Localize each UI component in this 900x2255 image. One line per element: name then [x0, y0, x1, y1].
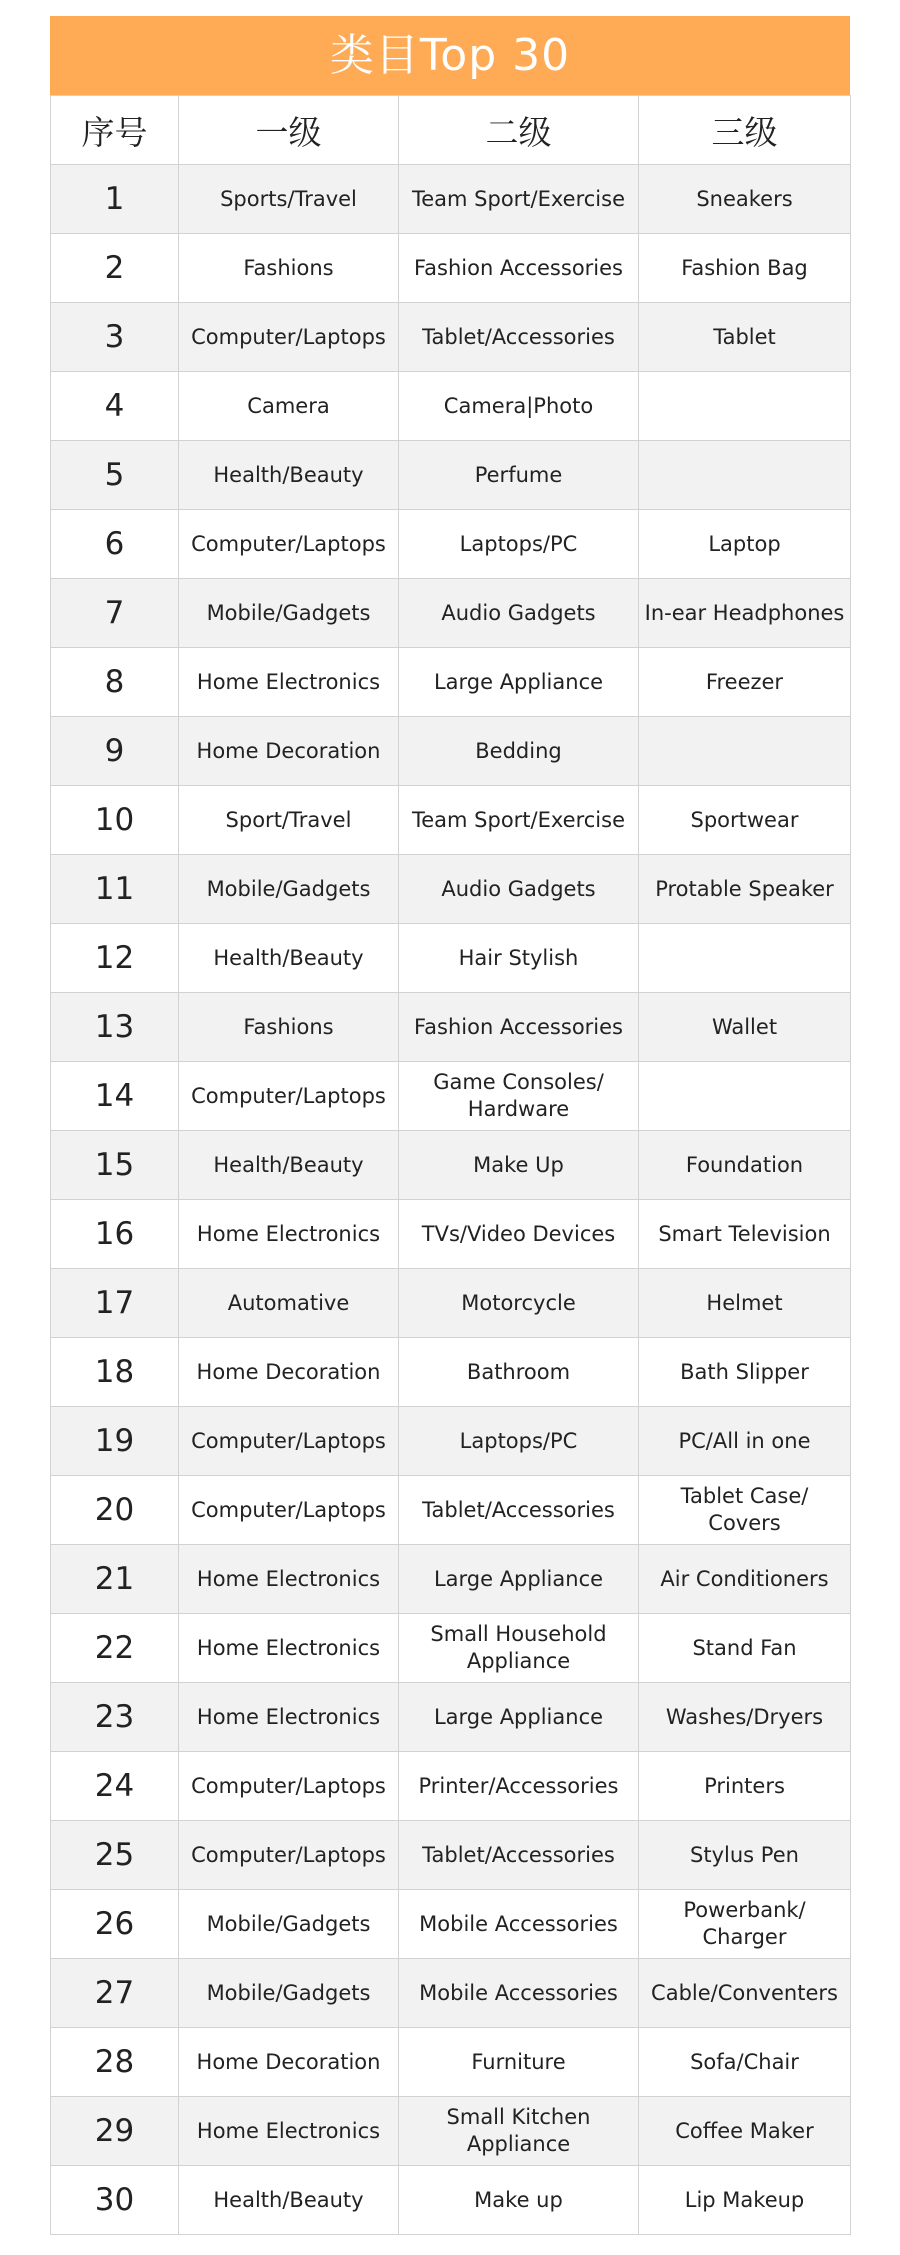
- cell-level-1: Sport/Travel: [179, 786, 399, 855]
- cell-level-2: Tablet/Accessories: [399, 1476, 639, 1545]
- cell-rank: 2: [51, 234, 179, 303]
- cell-level-1: Computer/Laptops: [179, 1407, 399, 1476]
- cell-level-1: Fashions: [179, 234, 399, 303]
- table-row: [51, 2166, 851, 2235]
- cell-rank: 22: [51, 1614, 179, 1683]
- table-row: [51, 579, 851, 648]
- cell-level-1: Home Electronics: [179, 1683, 399, 1752]
- table-row: [51, 303, 851, 372]
- cell-level-2: Team Sport/Exercise: [399, 165, 639, 234]
- cell-level-1: Mobile/Gadgets: [179, 579, 399, 648]
- cell-level-2: Small Kitchen Appliance: [399, 2097, 639, 2166]
- table-row: [51, 1269, 851, 1338]
- cell-level-2: Camera|Photo: [399, 372, 639, 441]
- cell-level-3: Foundation: [639, 1131, 851, 1200]
- cell-level-1: Health/Beauty: [179, 924, 399, 993]
- cell-rank: 6: [51, 510, 179, 579]
- cell-rank: 18: [51, 1338, 179, 1407]
- cell-rank: 3: [51, 303, 179, 372]
- cell-rank: 17: [51, 1269, 179, 1338]
- cell-level-2: Make up: [399, 2166, 639, 2235]
- cell-level-3: Fashion Bag: [639, 234, 851, 303]
- cell-level-1: Computer/Laptops: [179, 303, 399, 372]
- cell-rank: 10: [51, 786, 179, 855]
- cell-level-1: Home Decoration: [179, 2028, 399, 2097]
- table-row: [51, 1614, 851, 1683]
- cell-level-3: Helmet: [639, 1269, 851, 1338]
- cell-level-1: Home Electronics: [179, 648, 399, 717]
- table-row: [51, 510, 851, 579]
- cell-level-2: Motorcycle: [399, 1269, 639, 1338]
- table-row: [51, 1200, 851, 1269]
- table-row: [51, 234, 851, 303]
- cell-level-1: Home Electronics: [179, 1545, 399, 1614]
- cell-level-1: Camera: [179, 372, 399, 441]
- cell-level-2: Furniture: [399, 2028, 639, 2097]
- cell-level-1: Health/Beauty: [179, 2166, 399, 2235]
- cell-rank: 13: [51, 993, 179, 1062]
- cell-level-1: Home Electronics: [179, 2097, 399, 2166]
- cell-level-2: Tablet/Accessories: [399, 303, 639, 372]
- table-row: [51, 648, 851, 717]
- cell-level-1: Mobile/Gadgets: [179, 1890, 399, 1959]
- cell-level-2: Team Sport/Exercise: [399, 786, 639, 855]
- table-row: [51, 855, 851, 924]
- cell-level-1: Computer/Laptops: [179, 1476, 399, 1545]
- cell-level-1: Automative: [179, 1269, 399, 1338]
- cell-level-3: [639, 372, 851, 441]
- cell-level-2: Laptops/PC: [399, 510, 639, 579]
- table-row: [51, 1959, 851, 2028]
- cell-rank: 28: [51, 2028, 179, 2097]
- cell-rank: 16: [51, 1200, 179, 1269]
- cell-level-1: Health/Beauty: [179, 1131, 399, 1200]
- cell-level-3: [639, 1062, 851, 1131]
- cell-level-3: Freezer: [639, 648, 851, 717]
- cell-level-3: Sofa/Chair: [639, 2028, 851, 2097]
- cell-level-3: [639, 717, 851, 786]
- cell-level-3: [639, 924, 851, 993]
- cell-level-3: Coffee Maker: [639, 2097, 851, 2166]
- cell-rank: 11: [51, 855, 179, 924]
- cell-level-3: Cable/Conventers: [639, 1959, 851, 2028]
- table-row: [51, 1890, 851, 1959]
- cell-level-1: Fashions: [179, 993, 399, 1062]
- header-row: [51, 96, 851, 165]
- table-row: [51, 1476, 851, 1545]
- cell-rank: 30: [51, 2166, 179, 2235]
- header-rank: 序号: [51, 96, 179, 165]
- cell-rank: 26: [51, 1890, 179, 1959]
- cell-level-2: Audio Gadgets: [399, 855, 639, 924]
- cell-level-2: Small Household Appliance: [399, 1614, 639, 1683]
- table-row: [51, 924, 851, 993]
- cell-level-1: Health/Beauty: [179, 441, 399, 510]
- cell-rank: 15: [51, 1131, 179, 1200]
- cell-level-3: Sportwear: [639, 786, 851, 855]
- table-row: [51, 1131, 851, 1200]
- cell-level-3: Smart Television: [639, 1200, 851, 1269]
- cell-rank: 4: [51, 372, 179, 441]
- cell-rank: 9: [51, 717, 179, 786]
- cell-rank: 12: [51, 924, 179, 993]
- cell-level-3: Printers: [639, 1752, 851, 1821]
- cell-level-2: Printer/Accessories: [399, 1752, 639, 1821]
- cell-rank: 1: [51, 165, 179, 234]
- cell-level-2: Mobile Accessories: [399, 1959, 639, 2028]
- cell-level-1: Home Electronics: [179, 1200, 399, 1269]
- cell-level-1: Mobile/Gadgets: [179, 855, 399, 924]
- table-body: [51, 165, 851, 2235]
- cell-rank: 21: [51, 1545, 179, 1614]
- table-row: [51, 2097, 851, 2166]
- cell-level-1: Mobile/Gadgets: [179, 1959, 399, 2028]
- cell-level-2: Hair Stylish: [399, 924, 639, 993]
- top30-category-table-container: [50, 16, 850, 2235]
- cell-level-1: Computer/Laptops: [179, 1752, 399, 1821]
- cell-level-1: Computer/Laptops: [179, 510, 399, 579]
- cell-level-2: Large Appliance: [399, 1545, 639, 1614]
- cell-rank: 19: [51, 1407, 179, 1476]
- cell-level-3: Stylus Pen: [639, 1821, 851, 1890]
- table-row: [51, 993, 851, 1062]
- cell-level-3: Tablet: [639, 303, 851, 372]
- cell-level-3: Washes/Dryers: [639, 1683, 851, 1752]
- cell-level-1: Sports/Travel: [179, 165, 399, 234]
- cell-level-3: Powerbank/ Charger: [639, 1890, 851, 1959]
- cell-level-2: TVs/Video Devices: [399, 1200, 639, 1269]
- cell-level-2: Fashion Accessories: [399, 993, 639, 1062]
- cell-level-3: Air Conditioners: [639, 1545, 851, 1614]
- cell-rank: 7: [51, 579, 179, 648]
- cell-level-2: Bedding: [399, 717, 639, 786]
- cell-level-3: Tablet Case/ Covers: [639, 1476, 851, 1545]
- cell-level-1: Computer/Laptops: [179, 1821, 399, 1890]
- table-row: [51, 441, 851, 510]
- cell-level-2: Mobile Accessories: [399, 1890, 639, 1959]
- table-row: [51, 1338, 851, 1407]
- cell-rank: 24: [51, 1752, 179, 1821]
- cell-level-3: Sneakers: [639, 165, 851, 234]
- table-row: [51, 1545, 851, 1614]
- cell-rank: 14: [51, 1062, 179, 1131]
- table-row: [51, 1683, 851, 1752]
- header-level-2: 二级: [399, 96, 639, 165]
- table-row: [51, 1062, 851, 1131]
- cell-level-3: In-ear Headphones: [639, 579, 851, 648]
- cell-level-2: Large Appliance: [399, 1683, 639, 1752]
- cell-level-2: Tablet/Accessories: [399, 1821, 639, 1890]
- cell-rank: 20: [51, 1476, 179, 1545]
- cell-level-2: Game Consoles/ Hardware: [399, 1062, 639, 1131]
- table-row: [51, 2028, 851, 2097]
- cell-level-3: Stand Fan: [639, 1614, 851, 1683]
- cell-level-2: Perfume: [399, 441, 639, 510]
- cell-rank: 25: [51, 1821, 179, 1890]
- table-row: [51, 1821, 851, 1890]
- cell-level-2: Make Up: [399, 1131, 639, 1200]
- cell-level-2: Fashion Accessories: [399, 234, 639, 303]
- table-row: [51, 717, 851, 786]
- cell-level-3: Protable Speaker: [639, 855, 851, 924]
- cell-level-1: Home Decoration: [179, 717, 399, 786]
- cell-rank: 29: [51, 2097, 179, 2166]
- header-level-1: 一级: [179, 96, 399, 165]
- cell-level-3: Wallet: [639, 993, 851, 1062]
- cell-level-3: Lip Makeup: [639, 2166, 851, 2235]
- cell-rank: 8: [51, 648, 179, 717]
- table-row: [51, 786, 851, 855]
- cell-level-2: Laptops/PC: [399, 1407, 639, 1476]
- table-row: [51, 1752, 851, 1821]
- table-row: [51, 372, 851, 441]
- cell-level-3: [639, 441, 851, 510]
- cell-level-3: Laptop: [639, 510, 851, 579]
- cell-rank: 5: [51, 441, 179, 510]
- table-row: [51, 165, 851, 234]
- table-title: 类目Top 30: [50, 16, 850, 95]
- cell-level-3: Bath Slipper: [639, 1338, 851, 1407]
- cell-level-2: Audio Gadgets: [399, 579, 639, 648]
- category-table: [50, 95, 851, 2235]
- cell-level-1: Home Decoration: [179, 1338, 399, 1407]
- cell-level-1: Home Electronics: [179, 1614, 399, 1683]
- table-row: [51, 1407, 851, 1476]
- cell-level-1: Computer/Laptops: [179, 1062, 399, 1131]
- cell-level-2: Bathroom: [399, 1338, 639, 1407]
- cell-level-2: Large Appliance: [399, 648, 639, 717]
- cell-rank: 23: [51, 1683, 179, 1752]
- header-level-3: 三级: [639, 96, 851, 165]
- cell-rank: 27: [51, 1959, 179, 2028]
- cell-level-3: PC/All in one: [639, 1407, 851, 1476]
